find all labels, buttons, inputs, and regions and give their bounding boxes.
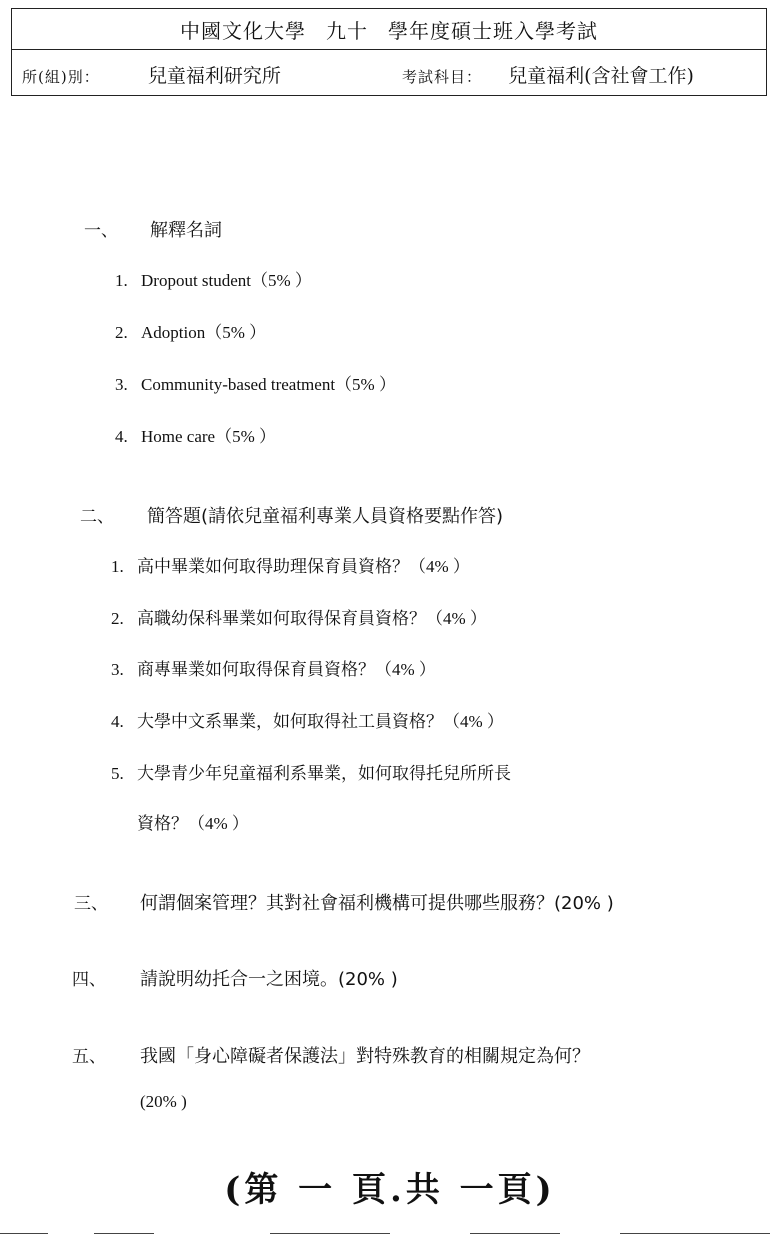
item-continuation: 資格？（4% ） bbox=[137, 814, 249, 833]
academic-year: 九十 bbox=[326, 18, 368, 43]
page-footer: (第 一 頁.共 一頁) bbox=[224, 1170, 556, 1210]
item-number: 1. bbox=[111, 557, 124, 576]
subject-label: 考試科目： bbox=[402, 68, 483, 86]
item-number: 2. bbox=[111, 609, 124, 628]
list-item bbox=[111, 707, 504, 732]
item-number: 2. bbox=[115, 323, 128, 342]
scan-artifact-line bbox=[0, 1233, 48, 1234]
item-text: Dropout student（5% ） bbox=[141, 271, 312, 290]
item-number: 5. bbox=[111, 764, 124, 783]
item-text: 大學中文系畢業，如何取得社工員資格？（4% ） bbox=[137, 712, 504, 731]
list-item bbox=[115, 370, 396, 395]
section-3-number: 三、 bbox=[74, 894, 108, 914]
list-item bbox=[111, 655, 436, 680]
scan-artifact-line bbox=[470, 1233, 560, 1234]
item-number: 3. bbox=[115, 375, 128, 394]
section-1-number: 一、 bbox=[84, 221, 118, 241]
item-text: Home care（5% ） bbox=[141, 427, 277, 446]
item-number: 4. bbox=[115, 427, 128, 446]
scan-artifact-line bbox=[620, 1233, 770, 1234]
exam-name: 學年度碩士班入學考試 bbox=[388, 18, 598, 43]
scan-artifact-line bbox=[270, 1233, 390, 1234]
list-item bbox=[111, 604, 487, 629]
list-item bbox=[115, 422, 276, 447]
section-5-number: 五、 bbox=[72, 1047, 106, 1067]
list-item bbox=[111, 552, 470, 577]
exam-header bbox=[11, 8, 767, 96]
department-row bbox=[22, 61, 281, 88]
item-text: 高中畢業如何取得助理保育員資格？（4% ） bbox=[137, 557, 470, 576]
section-4-title: 請說明幼托合一之困境。(20% ) bbox=[140, 969, 398, 990]
subject-row bbox=[402, 61, 694, 88]
list-item bbox=[111, 759, 511, 784]
section-3-title: 何謂個案管理？其對社會福利機構可提供哪些服務？(20% ) bbox=[140, 893, 614, 914]
item-number: 3. bbox=[111, 660, 124, 679]
item-number: 1. bbox=[115, 271, 128, 290]
header-title bbox=[12, 9, 766, 50]
school-name: 中國文化大學 bbox=[180, 18, 306, 43]
department-value: 兒童福利研究所 bbox=[147, 65, 281, 87]
item-number: 4. bbox=[111, 712, 124, 731]
section-5-continuation: (20% ) bbox=[140, 1092, 187, 1111]
scan-artifact-line bbox=[94, 1233, 154, 1234]
section-2-number: 二、 bbox=[80, 507, 114, 527]
item-text: 商專畢業如何取得保育員資格？（4% ） bbox=[137, 660, 436, 679]
subject-value: 兒童福利(含社會工作) bbox=[508, 65, 694, 87]
section-5-title: 我國「身心障礙者保護法」對特殊教育的相關規定為何？ bbox=[140, 1046, 590, 1067]
list-item bbox=[115, 318, 266, 343]
item-text: 高職幼保科畢業如何取得保育員資格？（4% ） bbox=[137, 609, 487, 628]
section-4-number: 四、 bbox=[72, 970, 106, 990]
item-text: Adoption（5% ） bbox=[141, 323, 267, 342]
section-1-title: 解釋名詞 bbox=[150, 220, 222, 241]
section-2-title: 簡答題(請依兒童福利專業人員資格要點作答) bbox=[147, 506, 504, 527]
item-text: Community-based treatment（5% ） bbox=[141, 375, 396, 394]
department-label: 所(組)別： bbox=[22, 68, 100, 86]
list-item bbox=[115, 266, 312, 291]
item-text: 大學青少年兒童福利系畢業，如何取得托兒所所長 bbox=[137, 764, 511, 783]
